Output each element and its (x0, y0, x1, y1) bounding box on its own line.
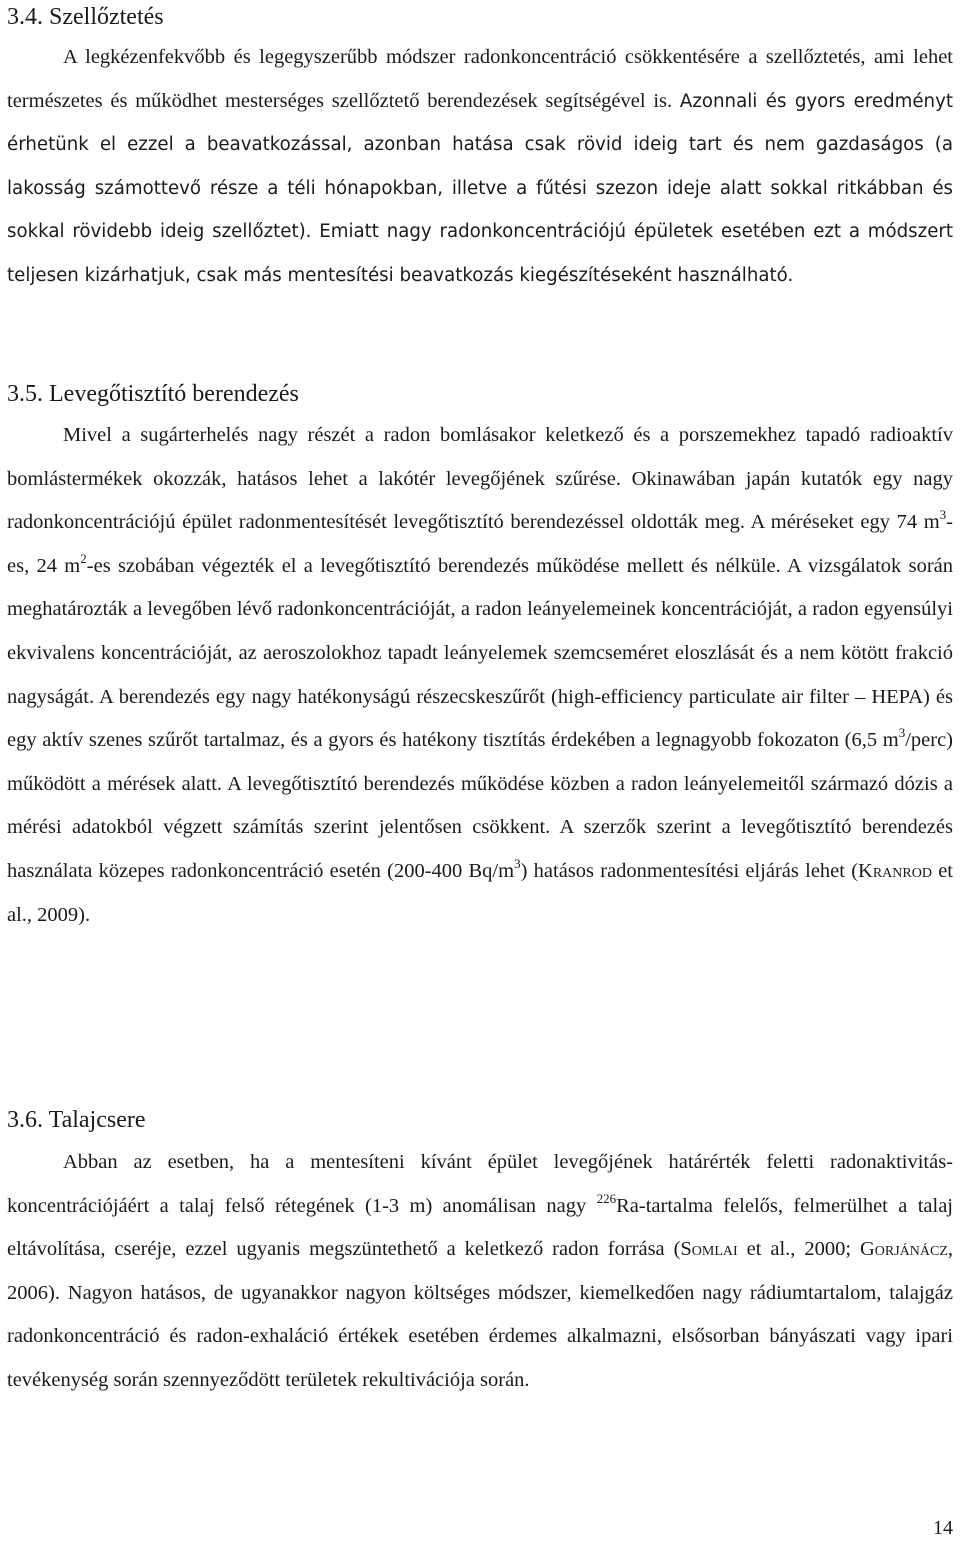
paragraph-text: et al., 2009). (7, 859, 953, 926)
superscript: 3 (514, 855, 521, 871)
citation-author: Somlai (680, 1238, 738, 1261)
section-heading-ventilation (7, 2, 164, 32)
page-number: 14 (933, 1517, 953, 1539)
paragraph-text: ) hatásos radonmentesítési eljárás lehet ( (520, 859, 859, 882)
paragraph-text: A legkézenfekvőbb és legegyszerűbb módszer radonkoncentráció csökkentésére a szellőztetés, ami lehet természetes és működhet mesterséges szellőztető berendezések segítségével is. (7, 46, 953, 112)
section-title: Talajcsere (48, 1107, 146, 1133)
section-title: Szellőztetés (49, 4, 164, 30)
paragraph-text: , 2006). Nagyon hatásos, de ugyanakkor nagyon költséges módszer, kiemelkedően nagy rádiumtartalom, talajgáz radonkoncentráció és radon-exhaláció értékek esetében érdemes alkalmazni, elsősorban bányászati vagy ipari tevékenység során szennyeződött területek rekultivációja során. (7, 1238, 953, 1391)
section-number: 3.5. (7, 381, 43, 407)
section-number: 3.6. (7, 1107, 43, 1133)
citation-author: Kranrod (858, 859, 932, 882)
superscript: 3 (939, 507, 947, 523)
paragraph-text: et al., 2000; (737, 1238, 860, 1261)
section-title: Levegőtisztító berendezés (49, 381, 299, 407)
superscript: 226 (596, 1190, 617, 1206)
paragraph-text: /perc) működött a mérések alatt. A levegőtisztító berendezés működése közben a radon leányelemeitől származó dózis a mérési adatokból végzett számítás szerint jelentősen csökkent. A szerzők szerint a levegőtisztító berendezés használata közepes radonkoncentráció esetén (200-400 Bq/m (7, 729, 953, 882)
paragraph-soil-replacement (7, 1141, 953, 1403)
paragraph-text: Azonnali és gyors eredményt érhetünk el ezzel a beavatkozással, azonban hatása csak rövid ideig tart és nem gazdaságos (a lakosság számottevő része a téli hónapokban, illetve a fűtési szezon ideje alatt sokkal ritkábban és sokkal rövidebb ideig szellőztet). Emiatt nagy radonkoncentrációjú épületek esetében ezt a módszert teljesen kizárhatjuk, csak más mentesítési beavatkozás kiegészítéseként használható. (7, 90, 953, 286)
section-heading-air-purifier (7, 379, 299, 409)
paragraph-text: Mivel a sugárterhelés nagy részét a radon bomlásakor keletkező és a porszemekhez tapadó radioaktív bomlástermékek okozzák, hatásos lehet a lakótér levegőjének szűrése. Okinawában japán kutatók egy nagy radonkoncentrációjú épület radonmentesítését levegőtisztító berendezéssel oldották meg. A méréseket egy 74 m (7, 424, 953, 534)
citation-author: Gorjánácz (859, 1238, 948, 1261)
superscript: 3 (898, 725, 906, 741)
section-heading-soil-replacement (7, 1105, 146, 1135)
section-number: 3.4. (7, 4, 43, 30)
paragraph-ventilation (7, 36, 953, 298)
paragraph-text: -es szobában végezték el a levegőtisztító berendezés működése mellett és nélküle. A vizsgálatok során meghatározták a levegőben lévő radonkoncentrációját, a radon leányelemeinek koncentrációját, a radon egyensúlyi ekvivalens koncentrációját, az aeroszolokhoz tapadt leányelemek szemcseméret eloszlását és a nem kötött frakció nagyságát. A berendezés egy nagy hatékonyságú részecskeszűrőt (high-efficiency particulate air filter – HEPA) és egy aktív szenes szűrőt tartalmaz, és a gyors és hatékony tisztítás érdekében a legnagyobb fokozaton (6,5 m (7, 554, 953, 752)
paragraph-text: Ra-tartalma felelős, felmerülhet a talaj eltávolítása, cseréje, ezzel ugyanis megszüntethető a keletkező radon forrása ( (7, 1194, 953, 1261)
superscript: 2 (80, 550, 87, 566)
paragraph-text: -es, 24 m (7, 511, 953, 577)
paragraph-air-purifier (7, 414, 953, 937)
paragraph-text: Abban az esetben, ha a mentesíteni kívánt épület levegőjének határérték feletti radonaktivitás-koncentrációjáért a talaj felső rétegének (1-3 m) anomálisan nagy (7, 1151, 953, 1217)
